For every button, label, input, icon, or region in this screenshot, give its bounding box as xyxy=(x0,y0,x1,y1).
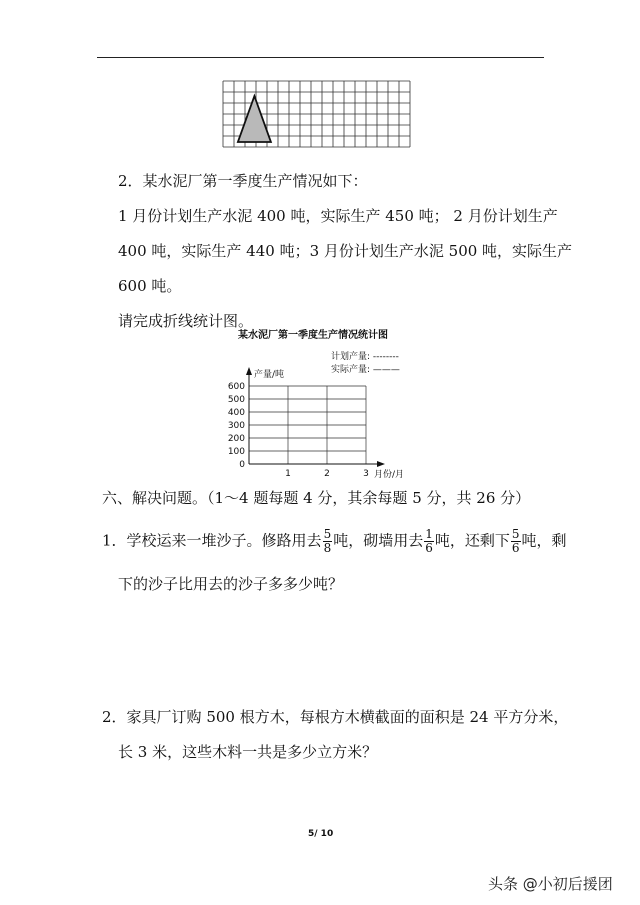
legend-actual: 实际产量: ——— xyxy=(331,365,400,375)
p1-number: 1． xyxy=(102,531,127,550)
fraction-road-numerator: 5 xyxy=(323,527,332,541)
p2-line-2: 长 3 米，这些木料一共是多少立方米？ xyxy=(118,743,378,761)
header-rule xyxy=(97,57,544,58)
legend-planned: 计划产量: -------- xyxy=(331,352,399,362)
y-axis-label: 产量/吨 xyxy=(254,370,285,380)
chart-title: 某水泥厂第一季度生产情况统计图 xyxy=(238,330,388,341)
q2-data-line-1: 1 月份计划生产水泥 400 吨，实际生产 450 吨； 2 月份计划生产 xyxy=(118,207,558,225)
fraction-wall xyxy=(424,528,434,555)
grid-figure xyxy=(222,80,412,152)
section6-title: 六、解决问题。（1～4 题每题 4 分，其余每题 5 分，共 26 分） xyxy=(102,489,531,507)
line-chart xyxy=(220,325,440,480)
y-axis-arrow xyxy=(246,367,252,375)
p2-line-1 xyxy=(102,706,568,727)
fraction-wall-denominator: 6 xyxy=(425,541,433,555)
p1-text-d: 吨，剩 xyxy=(521,531,567,550)
x-tick-label: 3 xyxy=(363,469,369,479)
y-tick-label: 200 xyxy=(227,434,245,444)
y-tick-label: 400 xyxy=(227,408,245,418)
chart-axes xyxy=(246,367,385,467)
y-tick-label: 0 xyxy=(239,460,245,470)
y-tick-label: 500 xyxy=(227,395,245,405)
x-axis-label: 月份/月 xyxy=(374,470,405,480)
q2-data-line-3: 600 吨。 xyxy=(118,277,182,295)
p1-text-b: 吨，砌墙用去 xyxy=(333,531,424,550)
watermark: 头条 @小初后援团 xyxy=(488,875,613,893)
fraction-wall-numerator: 1 xyxy=(425,527,433,541)
q2-number: 2． xyxy=(118,172,143,190)
page-number: 5/ 10 xyxy=(308,829,334,839)
chart-grid xyxy=(249,386,366,464)
x-tick-label: 2 xyxy=(324,469,330,479)
x-tick-label: 1 xyxy=(285,469,291,479)
p1-text-a: 学校运来一堆沙子。修路用去 xyxy=(126,531,322,550)
q2-intro: 某水泥厂第一季度生产情况如下： xyxy=(142,172,368,190)
fraction-road-denominator: 8 xyxy=(323,541,332,555)
fraction-left xyxy=(511,528,521,555)
fraction-road xyxy=(323,528,333,555)
q2-intro-line xyxy=(118,170,368,191)
y-tick-label: 100 xyxy=(227,447,245,457)
y-tick-label: 300 xyxy=(227,421,245,431)
x-axis-arrow xyxy=(377,461,385,467)
p2-number: 2． xyxy=(102,708,127,726)
y-tick-label: 600 xyxy=(227,382,245,392)
p1-line-1 xyxy=(102,528,567,555)
fraction-left-numerator: 5 xyxy=(511,527,520,541)
p1-text-c: 吨，还剩下 xyxy=(434,531,510,550)
p2-text: 家具厂订购 500 根方木，每根方木横截面的面积是 24 平方分米， xyxy=(126,708,569,726)
q2-instruction: 请完成折线统计图。 xyxy=(118,312,254,330)
p1-line-2: 下的沙子比用去的沙子多多少吨？ xyxy=(118,575,344,593)
q2-data-line-2: 400 吨，实际生产 440 吨；3 月份计划生产水泥 500 吨，实际生产 xyxy=(118,242,573,260)
fraction-left-denominator: 6 xyxy=(511,541,520,555)
